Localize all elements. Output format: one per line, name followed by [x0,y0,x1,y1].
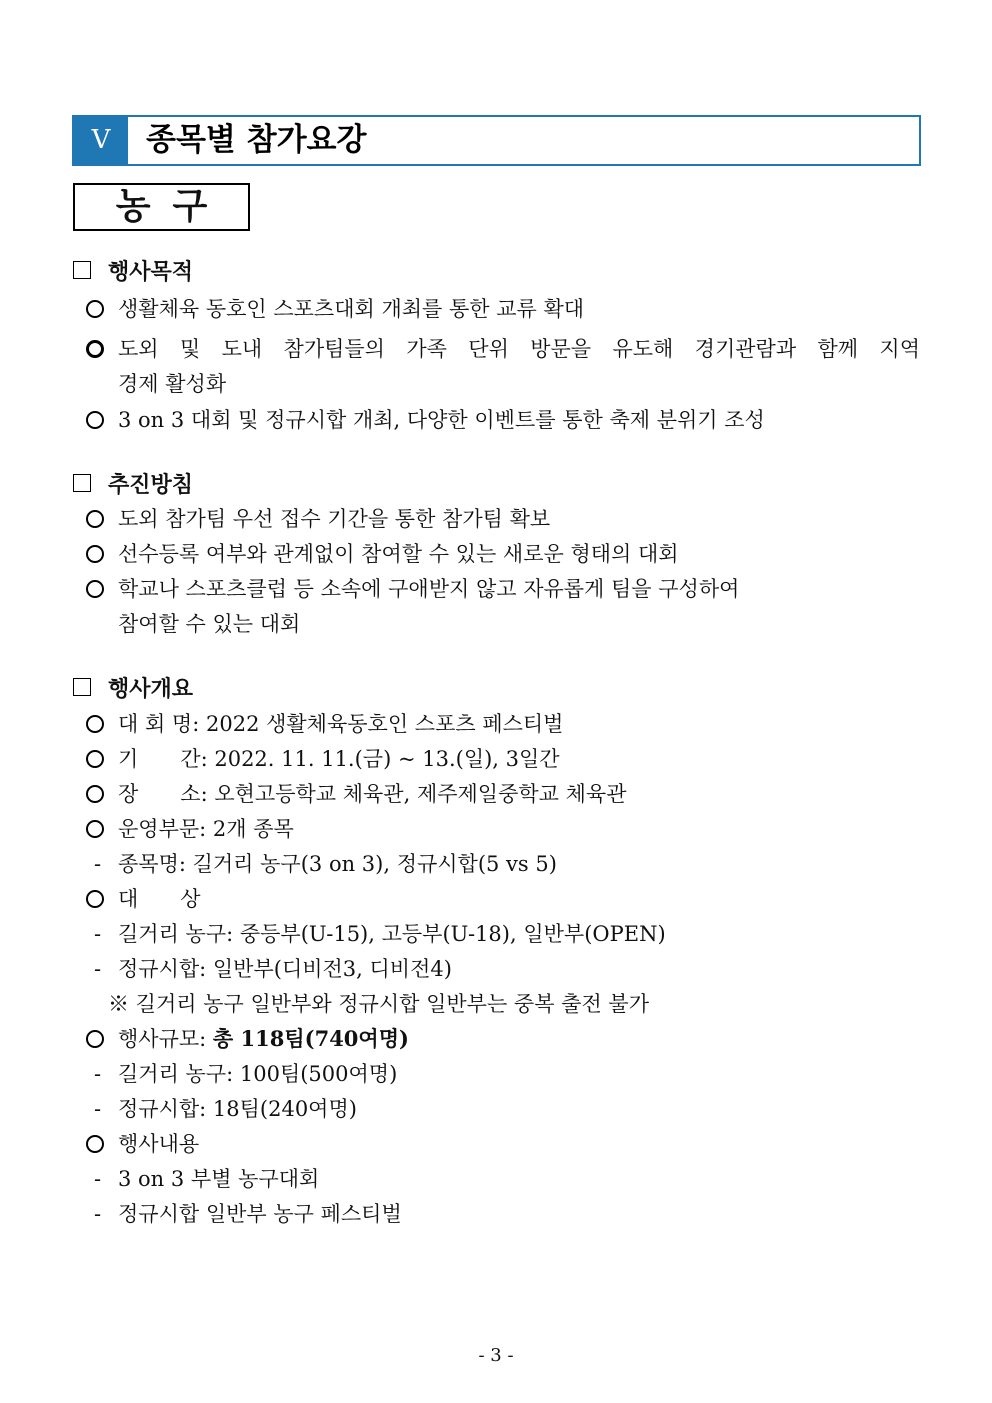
sub-item: - 3 on 3 부별 농구대회 [0,1162,992,1196]
list-item: 3 on 3 대회 및 정규시합 개최, 다양한 이벤트를 통한 축제 분위기 조성 [0,403,992,437]
list-item: 학교나 스포츠클럽 등 소속에 구애받지 않고 자유롭게 팀을 구성하여 [0,572,992,606]
heading-text: 행사목적 [108,259,194,285]
sub-item: - 길거리 농구: 100팀(500여명) [0,1057,992,1091]
checkbox-square-icon [73,678,91,696]
circle-bullet-icon [86,1030,104,1048]
list-item-continuation: 경제 활성화 [118,372,227,396]
list-item: 운영부문: 2개 종목 [0,812,992,846]
sub-item: - 정규시합 일반부 농구 페스티벌 [0,1197,992,1231]
section-header [72,115,921,166]
dash-bullet: - [94,1097,102,1121]
dash-bullet: - [94,957,102,981]
circle-bullet-icon [86,890,104,908]
checkbox-square-icon [73,261,91,279]
list-item: 장 소: 오현고등학교 체육관, 제주제일중학교 체육관 [0,777,992,811]
list-item: 선수등록 여부와 관계없이 참여할 수 있는 새로운 형태의 대회 [0,537,992,571]
circle-bullet-icon [86,715,104,733]
dash-bullet: - [94,922,102,946]
section-title: 종목별 참가요강 [146,122,367,158]
list-item-continuation: 참여할 수 있는 대회 [118,612,301,636]
list-item: 행사규모: 총 118팀(740여명) [0,1022,992,1056]
sub-item: - 정규시합: 18팀(240여명) [0,1092,992,1126]
circle-bullet-icon [86,545,104,563]
checkbox-square-icon [73,474,91,492]
circle-bullet-icon [86,300,104,318]
heading-policy [73,467,193,499]
list-item: 도외 및 도내 참가팀들의 가족 단위 방문을 유도해 경기관람과 함께 지역 [0,332,992,366]
list-item: 대 상 [0,882,992,916]
heading-overview [73,671,193,703]
section-number: Ⅴ [74,117,128,164]
circle-bullet-icon [86,411,104,429]
circle-bullet-icon [86,580,104,598]
circle-bullet-icon [86,1135,104,1153]
list-item: 대 회 명: 2022 생활체육동호인 스포츠 페스티벌 [0,707,992,741]
dash-bullet: - [94,1167,102,1191]
list-item: 도외 참가팀 우선 접수 기간을 통한 참가팀 확보 [0,502,992,536]
circle-bullet-icon [86,820,104,838]
heading-purpose [73,254,193,286]
sub-item: - 정규시합: 일반부(디비전3, 디비전4) [0,952,992,986]
sport-title: 농구 [73,183,250,231]
heading-text: 추진방침 [108,472,194,498]
dash-bullet: - [94,852,102,876]
dash-bullet: - [94,1202,102,1226]
circle-bullet-icon [86,750,104,768]
dash-bullet: - [94,1062,102,1086]
sub-item: - 길거리 농구: 중등부(U-15), 고등부(U-18), 일반부(OPEN) [0,917,992,951]
circle-bullet-icon [86,785,104,803]
list-item: 행사내용 [0,1127,992,1161]
sub-item: - 종목명: 길거리 농구(3 on 3), 정규시합(5 vs 5) [0,847,992,881]
heading-text: 행사개요 [108,676,194,702]
circle-bullet-icon [86,340,104,358]
list-item: 기 간: 2022. 11. 11.(금) ~ 13.(일), 3일간 [0,742,992,776]
note: ※ 길거리 농구 일반부와 정규시합 일반부는 중복 출전 불가 [108,992,649,1016]
list-item: 생활체육 동호인 스포츠대회 개최를 통한 교류 확대 [0,292,992,326]
circle-bullet-icon [86,510,104,528]
page-number: - 3 - [478,1345,514,1366]
